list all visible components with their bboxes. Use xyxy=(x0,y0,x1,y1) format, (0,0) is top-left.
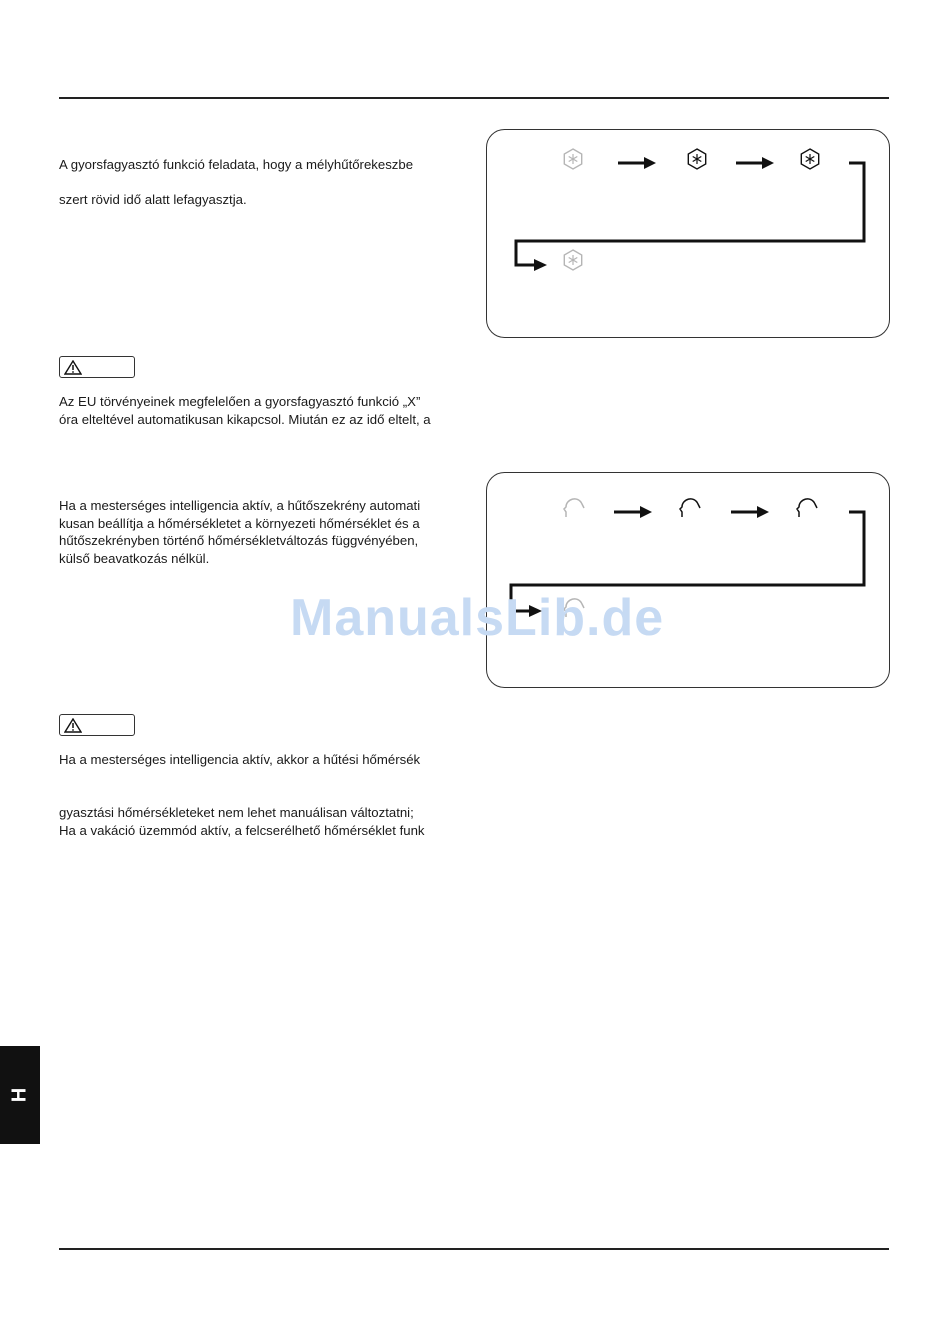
head-profile-icon xyxy=(680,499,700,517)
text-line: A gyorsfagyasztó funkció feladata, hogy a mélyhűtőrekeszbe xyxy=(59,157,414,172)
text-line: óra elteltével automatikusan kikapcsol. Miután ez az idő eltelt, a xyxy=(59,411,431,427)
text-line: gyasztási hőmérsékleteket nem lehet manuálisan változtatni; xyxy=(59,805,414,820)
head-profile-icon xyxy=(564,499,584,517)
ai-paragraph xyxy=(59,497,420,567)
snowflake-hexagon-icon xyxy=(564,149,581,169)
ai-diagram xyxy=(486,472,890,689)
warning-2-text-cont xyxy=(59,804,425,839)
text-line: Az EU törvényeinek megfelelően a gyorsfagyasztó funkció „X” xyxy=(59,394,421,409)
language-side-tab xyxy=(0,1046,40,1144)
text-line: Ha a mesterséges intelligencia aktív, akkor a hűtési hőmérsék xyxy=(59,752,421,767)
watermark: ManualsLib.de xyxy=(290,589,665,647)
return-arrow-icon xyxy=(516,163,864,271)
warning-triangle-icon xyxy=(64,360,82,375)
bottom-rule xyxy=(59,1248,889,1250)
warning-label-box xyxy=(59,714,135,736)
text-line: Ha a vakáció üzemmód aktív, a felcserélhető hőmérséklet funk xyxy=(59,822,425,838)
text-line: kusan beállítja a hőmérsékletet a környezeti hőmérséklet és a xyxy=(59,515,420,531)
fast-freeze-paragraph xyxy=(59,156,413,174)
text-line: szert rövid idő alatt lefagyasztja. xyxy=(59,192,247,207)
language-tab-label: H xyxy=(8,1087,31,1103)
warning-1-text xyxy=(59,393,431,428)
snowflake-hexagon-icon xyxy=(801,149,818,169)
snowflake-hexagon-icon xyxy=(564,250,581,270)
text-line: külső beavatkozás nélkül. xyxy=(59,550,210,566)
top-rule xyxy=(59,97,889,99)
arrow-right-icon xyxy=(731,506,769,518)
fast-freeze-paragraph-cont xyxy=(59,191,247,209)
text-line: hűtőszekrényben történő hőmérsékletváltozás függvényében, xyxy=(59,533,419,548)
arrow-right-icon xyxy=(736,157,774,169)
warning-2-text xyxy=(59,751,420,769)
snowflake-hexagon-icon xyxy=(688,149,705,169)
warning-label-box xyxy=(59,356,135,378)
text-line: Ha a mesterséges intelligencia aktív, a hűtőszekrény automati xyxy=(59,498,421,513)
warning-triangle-icon xyxy=(64,718,82,733)
head-profile-icon xyxy=(797,499,817,517)
arrow-right-icon xyxy=(614,506,652,518)
fast-freeze-diagram xyxy=(486,129,890,339)
arrow-right-icon xyxy=(618,157,656,169)
